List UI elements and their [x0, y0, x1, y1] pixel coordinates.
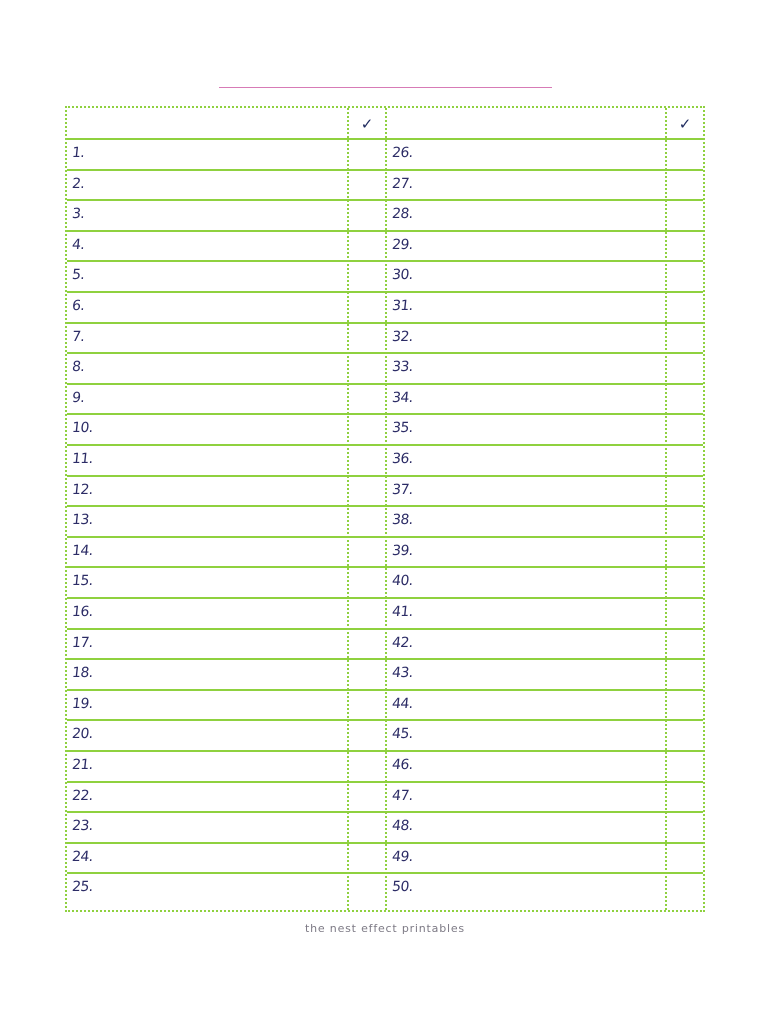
list-item-number: 25. — [71, 879, 94, 896]
row-separator — [67, 781, 703, 783]
list-item-number: 28. — [391, 206, 414, 223]
row-separator — [67, 352, 703, 354]
header-checkmark-right-icon: ✓ — [678, 115, 692, 133]
row-separator — [67, 842, 703, 844]
row-separator — [67, 628, 703, 630]
row-separator — [67, 689, 703, 691]
row-separator — [67, 444, 703, 446]
row-separator — [67, 169, 703, 171]
list-item-number: 33. — [391, 359, 414, 376]
list-item-number: 43. — [391, 665, 414, 682]
list-item-number: 30. — [391, 267, 414, 284]
list-item-number: 14. — [71, 542, 94, 559]
list-item-number: 29. — [391, 236, 414, 253]
row-separator — [67, 291, 703, 293]
list-item-number: 19. — [71, 695, 94, 712]
row-separator — [67, 230, 703, 232]
column-divider-middle — [385, 108, 387, 910]
row-separator — [67, 383, 703, 385]
list-item-number: 26. — [391, 145, 414, 161]
list-item-number: 40. — [391, 573, 414, 590]
list-item-number: 13. — [71, 512, 94, 529]
row-separator — [67, 260, 703, 262]
column-divider-right-check — [665, 108, 667, 910]
list-item-number: 2. — [71, 175, 86, 192]
list-item-number: 38. — [391, 512, 414, 529]
list-item-number: 47. — [391, 787, 414, 804]
list-item-number: 11. — [71, 451, 94, 467]
list-item-number: 36. — [391, 451, 414, 467]
list-item-number: 21. — [71, 757, 94, 773]
list-item-number: 44. — [391, 695, 414, 712]
checklist-table — [65, 106, 705, 912]
list-item-number: 48. — [391, 818, 414, 835]
list-item-number: 17. — [71, 634, 94, 651]
row-separator — [67, 322, 703, 324]
title-line — [219, 87, 552, 88]
list-item-number: 23. — [71, 818, 94, 835]
list-item-number: 39. — [391, 542, 414, 559]
row-separator — [67, 597, 703, 599]
list-item-number: 41. — [391, 604, 414, 620]
list-item-number: 24. — [71, 848, 94, 865]
row-separator — [67, 750, 703, 752]
row-separator — [67, 413, 703, 415]
row-separator — [67, 811, 703, 813]
row-separator — [67, 505, 703, 507]
list-item-number: 45. — [391, 726, 414, 743]
list-item-number: 50. — [391, 879, 414, 896]
list-item-number: 12. — [71, 481, 94, 498]
row-separator — [67, 872, 703, 874]
list-item-number: 10. — [71, 420, 94, 437]
list-item-number: 5. — [71, 267, 86, 284]
list-item-number: 16. — [71, 604, 94, 620]
row-separator — [67, 566, 703, 568]
list-item-number: 49. — [391, 848, 414, 865]
list-item-number: 15. — [71, 573, 94, 590]
list-item-number: 8. — [71, 359, 86, 376]
list-item-number: 35. — [391, 420, 414, 437]
row-separator — [67, 719, 703, 721]
list-item-number: 20. — [71, 726, 94, 743]
row-separator — [67, 536, 703, 538]
column-divider-left-check — [347, 108, 349, 910]
list-item-number: 7. — [71, 328, 86, 345]
list-item-number: 9. — [71, 389, 86, 406]
list-item-number: 42. — [391, 634, 414, 651]
list-item-number: 32. — [391, 328, 414, 345]
footer-text: the nest effect printables — [305, 922, 465, 935]
row-separator — [67, 658, 703, 660]
row-separator — [67, 138, 703, 140]
list-item-number: 4. — [71, 236, 86, 253]
list-item-number: 22. — [71, 787, 94, 804]
list-item-number: 37. — [391, 481, 414, 498]
list-item-number: 27. — [391, 175, 414, 192]
row-separator — [67, 199, 703, 201]
row-separator — [67, 475, 703, 477]
list-item-number: 1. — [71, 145, 86, 161]
list-item-number: 3. — [71, 206, 86, 223]
list-item-number: 6. — [71, 298, 86, 314]
list-item-number: 34. — [391, 389, 414, 406]
list-item-number: 18. — [71, 665, 94, 682]
list-item-number: 31. — [391, 298, 414, 314]
header-checkmark-left-icon: ✓ — [360, 115, 374, 133]
list-item-number: 46. — [391, 757, 414, 773]
